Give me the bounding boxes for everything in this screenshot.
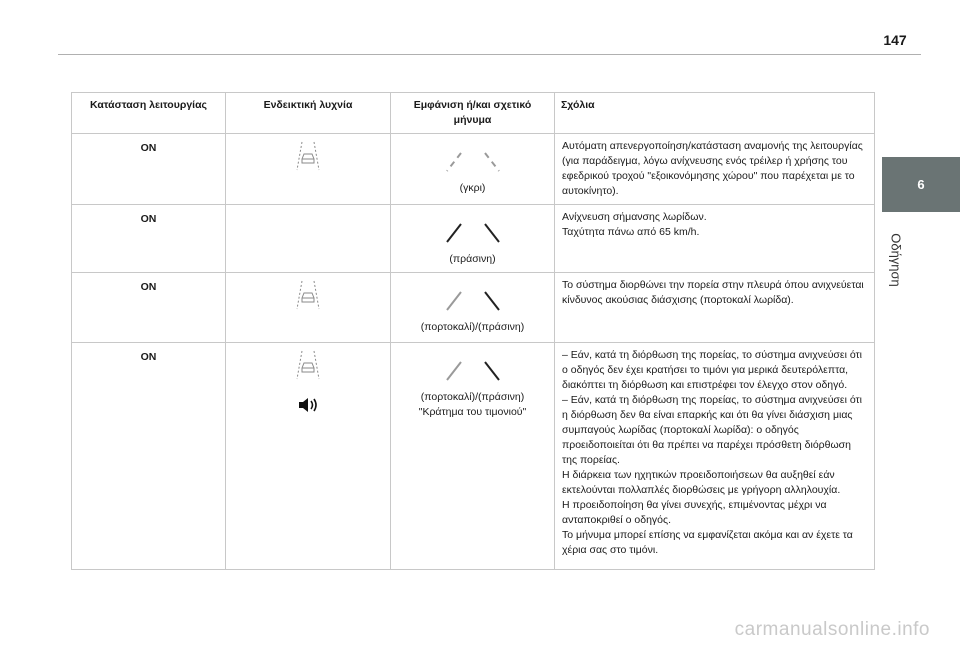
header-state: Κατάσταση λειτουργίας xyxy=(72,93,226,134)
comment-cell xyxy=(555,205,875,273)
lane-assist-active-icon xyxy=(290,278,326,312)
comment-paragraph: Η προειδοποίηση θα γίνει συνεχής, επιμένοντας μέχρι να ανταποκριθεί ο οδηγός. xyxy=(562,499,827,526)
comment-cell xyxy=(555,343,875,570)
table-row xyxy=(72,134,875,205)
display-cell xyxy=(391,134,555,205)
comment-cell xyxy=(555,134,875,205)
comment-paragraph: Ταχύτητα πάνω από 65 km/h. xyxy=(562,226,700,238)
header-display: Εμφάνιση ή/και σχετικό μήνυμα xyxy=(391,93,555,134)
operating-state: ON xyxy=(72,205,226,273)
display-caption: (πράσινη) xyxy=(449,253,496,265)
lane-lines-icon xyxy=(443,358,503,384)
indicator-cell xyxy=(226,273,391,343)
indicator-cell xyxy=(226,343,391,570)
display-caption: (πορτοκαλί)/(πράσινη) xyxy=(420,321,525,333)
table-header-row xyxy=(72,93,875,134)
comment-paragraph: – Εάν, κατά τη διόρθωση της πορείας, το σύστημα ανιχνεύσει ότι ο οδηγός δεν έχει κρατήσει το τιμόνι για μερικά δευτερόλεπτα, διακόπτει τη διόρθωση και επιστρέφει τον έλεγχο στον οδηγό. xyxy=(562,349,863,391)
comment-paragraph: Το μήνυμα μπορεί επίσης να εμφανίζεται ακόμα και αν έχετε τα χέρια σας στο τιμόνι. xyxy=(562,529,853,556)
header-comments: Σχόλια xyxy=(555,93,875,134)
display-cell xyxy=(391,205,555,273)
operating-state: ON xyxy=(72,343,226,570)
operating-state: ON xyxy=(72,134,226,205)
lane-assist-warning-icon xyxy=(290,139,326,173)
comment-paragraph: Η διάρκεια των ηχητικών προειδοποιήσεων θα αυξηθεί εάν εκτελούνται πολλαπλές διορθώσεις με γρήγορη αλληλουχία. xyxy=(562,469,841,496)
header-indicator: Ενδεικτική λυχνία xyxy=(226,93,391,134)
display-caption: (πορτοκαλί)/(πράσινη) xyxy=(420,391,525,403)
comment-paragraph: Αυτόματη απενεργοποίηση/κατάσταση αναμονής της λειτουργίας (για παράδειγμα, λόγω ανίχνευσης ενός τρέιλερ ή χρήσης του εφεδρικού τροχού "εξοικονόμησης χώρου" που παρέχεται με το αυτοκίνητο). xyxy=(562,140,863,197)
header-rule xyxy=(58,54,921,55)
table-row xyxy=(72,343,875,570)
operating-state: ON xyxy=(72,273,226,343)
table-row xyxy=(72,273,875,343)
page-number: 147 xyxy=(883,32,907,48)
lane-assist-active-icon xyxy=(290,348,326,382)
display-message: "Κράτημα του τιμονιού" xyxy=(418,406,527,418)
display-caption: (γκρι) xyxy=(459,182,486,194)
comment-paragraph: Το σύστημα διορθώνει την πορεία στην πλευρά όπου ανιχνεύεται κίνδυνος ακούσιας διάσχισης (πορτοκαλί λωρίδα). xyxy=(562,279,864,306)
table-row xyxy=(72,205,875,273)
lane-assist-status-table xyxy=(71,92,875,570)
lane-lines-icon xyxy=(443,220,503,246)
comment-paragraph: Ανίχνευση σήμανσης λωρίδων. xyxy=(562,211,707,223)
indicator-cell xyxy=(226,134,391,205)
chapter-title: Οδήγηση xyxy=(888,233,904,287)
display-cell xyxy=(391,273,555,343)
lane-lines-icon xyxy=(443,149,503,175)
lane-lines-icon xyxy=(443,288,503,314)
display-cell xyxy=(391,343,555,570)
indicator-cell xyxy=(226,205,391,273)
comment-paragraph: – Εάν, κατά τη διόρθωση της πορείας, το σύστημα ανιχνεύσει ότι η διόρθωση δεν θα είναι επαρκής και ότι θα γίνει διάσχιση μιας συμπαγούς λωρίδας (πορτοκαλί λωρίδα): ο οδηγός προειδοποιείται ότι θα πρέπει να παρέχει πρόσθετη διόρθωση της πορείας. xyxy=(562,394,863,466)
watermark: carmanualsonline.info xyxy=(734,619,930,640)
comment-cell xyxy=(555,273,875,343)
chapter-tab[interactable]: 6 xyxy=(882,157,960,212)
audible-alert-icon xyxy=(297,396,319,414)
